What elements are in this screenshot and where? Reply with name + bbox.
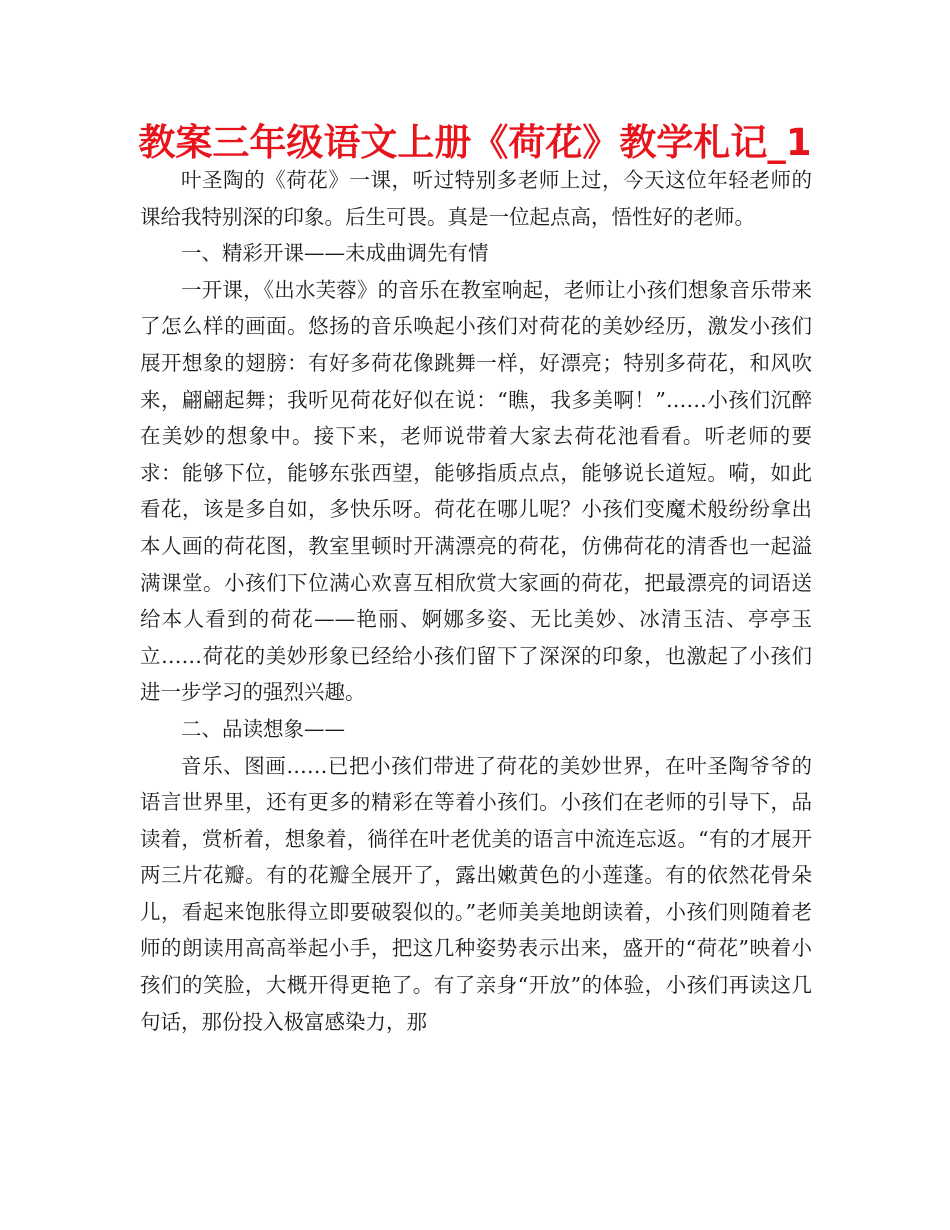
- paragraph-section-1: 一开课，《出水芙蓉》的音乐在教室响起，老师让小孩们想象音乐带来了怎么样的画面。悠扬的音乐唤起小孩们对荷花的美妙经历，激发小孩们展开想象的翅膀：有好多荷花像跳舞一样，好漂亮；特别多荷花，和风吹来，翩翩起舞；我听见荷花好似在说：“瞧，我多美啊！”……小孩们沉醉在美妙的想象中。接下来，老师说带着大家去荷花池看看。听老师的要求：能够下位，能够东张西望，能够指质点点，能够说长道短。嗬，如此看花，该是多自如，多快乐呀。荷花在哪儿呢？小孩们变魔术般纷纷拿出本人画的荷花图，教室里顿时开满漂亮的荷花，仿佛荷花的清香也一起溢满课堂。小孩们下位满心欢喜互相欣赏大家画的荷花，把最漂亮的词语送给本人看到的荷花——艳丽、婀娜多姿、无比美妙、冰清玉洁、亭亭玉立……荷花的美妙形象已经给小孩们留下了深深的印象，也激起了小孩们进一步学习的强烈兴趣。: [140, 277, 812, 705]
- section-heading-1: 一、精彩开课——未成曲调先有情: [181, 241, 489, 266]
- paragraph-intro: 叶圣陶的《荷花》一课，听过特别多老师上过，今天这位年轻老师的课给我特别深的印象。后生可畏。真是一位起点高，悟性好的老师。: [140, 168, 812, 229]
- section-heading-2: 二、品读想象——: [181, 716, 345, 741]
- paragraph-section-2: 音乐、图画……已把小孩们带进了荷花的美妙世界，在叶圣陶爷爷的语言世界里，还有更多的精彩在等着小孩们。小孩们在老师的引导下，品读着，赏析着，想象着，徜徉在叶老优美的语言中流连忘返。“有的才展开两三片花瓣。有的花瓣全展开了，露出嫩黄色的小莲蓬。有的依然花骨朵儿，看起来饱胀得立即要破裂似的。”老师美美地朗读着，小孩们则随着老师的朗读用高高举起小手，把这几种姿势表示出来，盛开的“荷花”映着小孩们的笑脸，大概开得更艳了。有了亲身“开放”的体验，小孩们再读这几句话，那份投入极富感染力，那: [140, 753, 812, 1034]
- document-body: [140, 162, 812, 1040]
- document-title: 教案三年级语文上册《荷花》教学札记_1: [138, 121, 812, 164]
